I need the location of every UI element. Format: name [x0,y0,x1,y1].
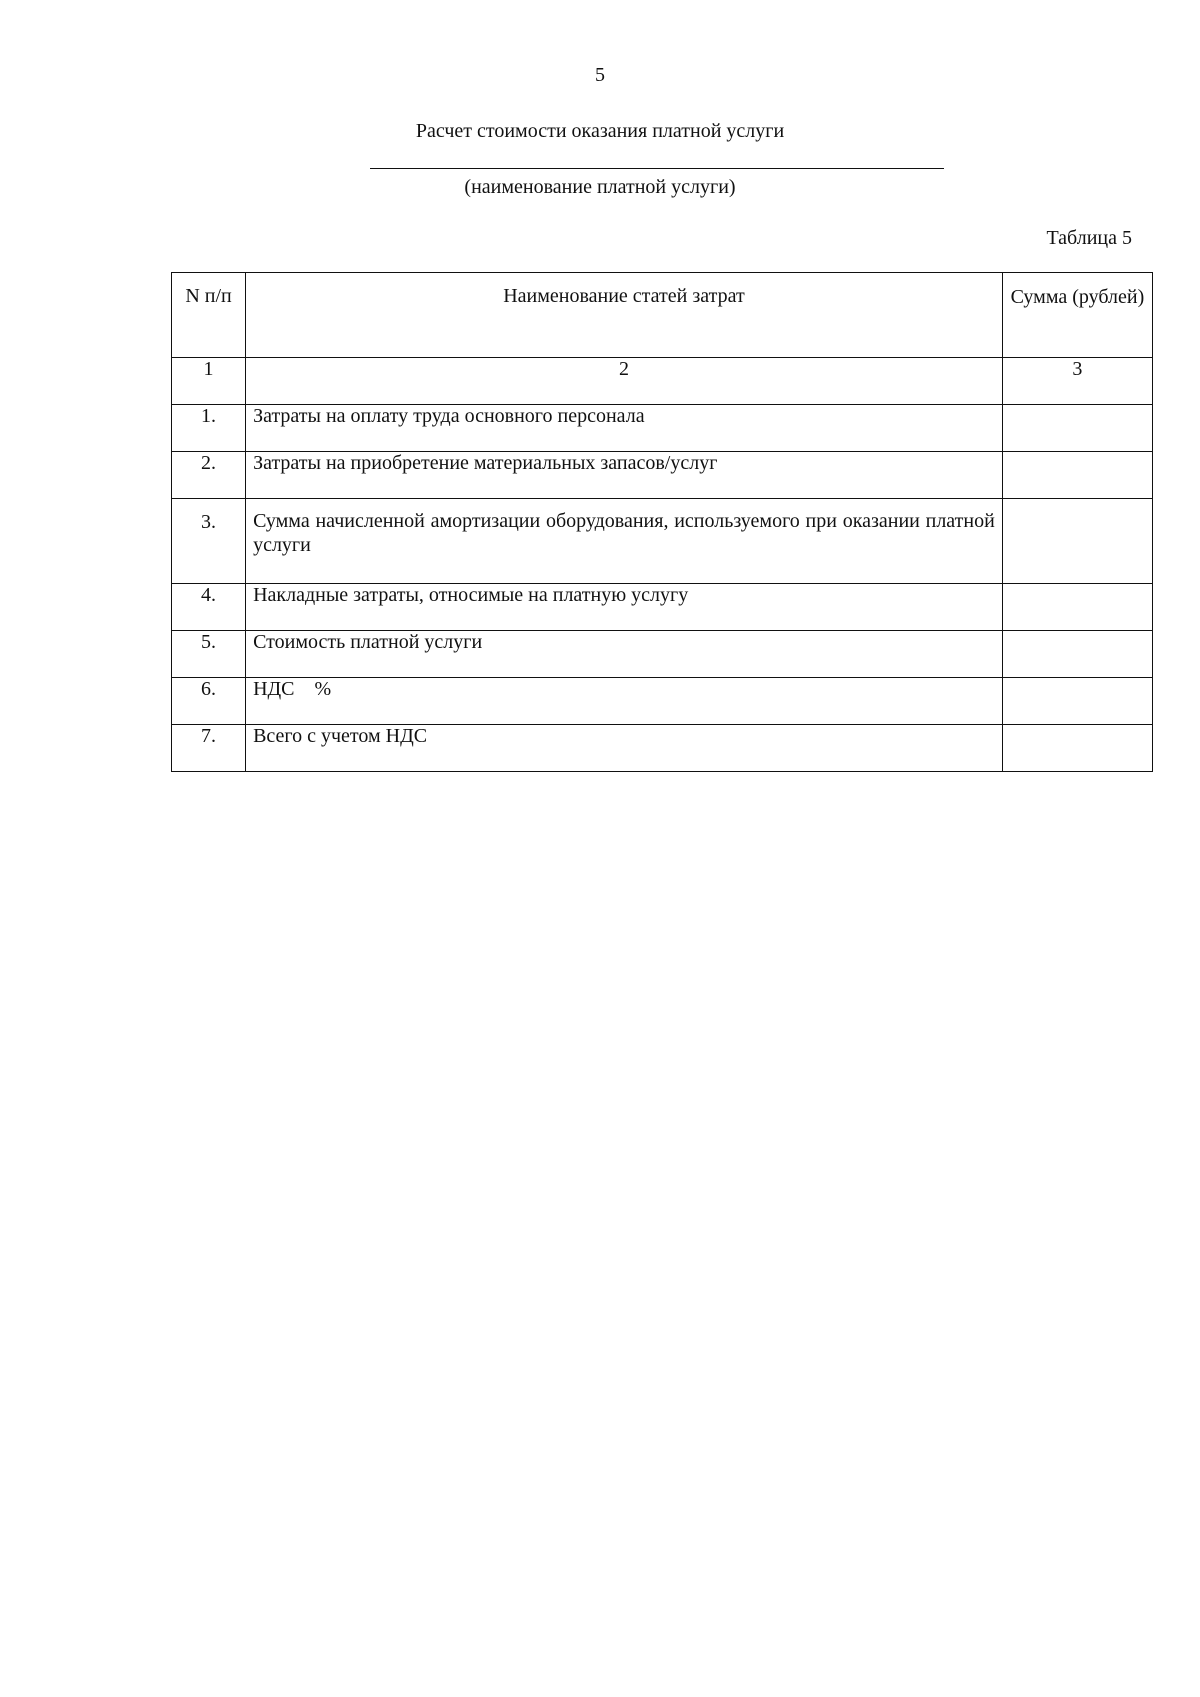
cost-sum-cell [1002,452,1152,499]
cost-sum-cell [1002,631,1152,678]
row-number: 6. [172,678,246,725]
service-name-blank-line [370,168,944,169]
table-row [172,405,1153,452]
cost-sum-cell [1002,405,1152,452]
table-row [172,631,1153,678]
table-row [172,499,1153,584]
cost-item-name: Накладные затраты, относимые на платную услугу [246,584,1003,631]
table-row [172,452,1153,499]
table-row [172,725,1153,772]
row-number: 1. [172,405,246,452]
row-number: 7. [172,725,246,772]
cost-table [171,272,1153,772]
row-number: 4. [172,584,246,631]
row-number: 5. [172,631,246,678]
column-index: 1 [172,358,246,405]
document-title: Расчет стоимости оказания платной услуги [415,120,785,142]
column-index: 3 [1002,358,1152,405]
cost-sum-cell [1002,678,1152,725]
column-index-row [172,358,1153,405]
row-number: 3. [172,499,246,584]
cost-item-name: Сумма начисленной амортизации оборудования, используемого при оказании платной услуги [246,499,1003,584]
cost-item-name: Стоимость платной услуги [246,631,1003,678]
table-row [172,584,1153,631]
cost-item-name: Затраты на приобретение материальных запасов/услуг [246,452,1003,499]
header-cost-item: Наименование статей затрат [246,273,1003,358]
page-number: 5 [595,64,605,86]
cost-sum-cell [1002,584,1152,631]
table-row [172,678,1153,725]
header-number: N п/п [172,273,246,358]
cost-item-name: НДС % [246,678,1003,725]
row-number: 2. [172,452,246,499]
cost-sum-cell [1002,725,1152,772]
cost-item-name: Всего с учетом НДС [246,725,1003,772]
cost-sum-cell [1002,499,1152,584]
table-label: Таблица 5 [1046,227,1132,249]
table-header-row [172,273,1153,358]
header-sum: Сумма (рублей) [1002,273,1152,358]
column-index: 2 [246,358,1003,405]
cost-item-name: Затраты на оплату труда основного персонала [246,405,1003,452]
service-name-caption: (наименование платной услуги) [464,176,736,198]
